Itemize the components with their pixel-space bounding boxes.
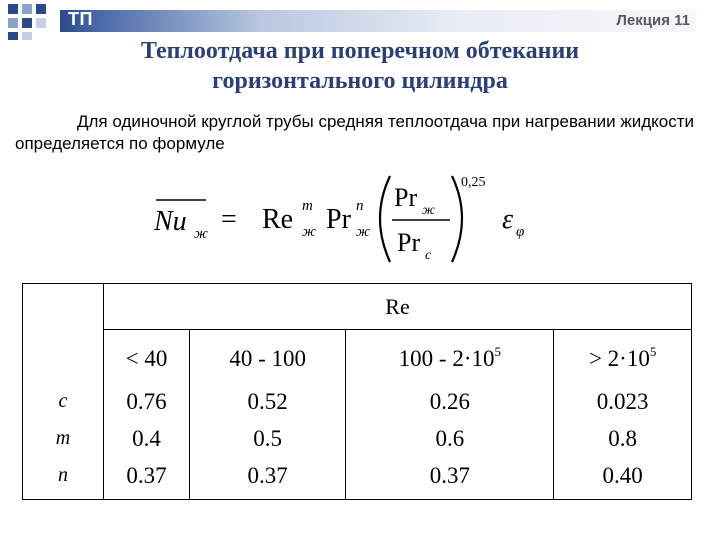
- row-label-c: c: [58, 389, 68, 412]
- re-group-header: Re: [104, 284, 692, 330]
- formula-nu: Nu: [154, 206, 187, 237]
- formula-frac-num: Pr: [394, 183, 418, 212]
- slide-title: [0, 36, 720, 96]
- formula-pr-sub: ж: [356, 224, 370, 240]
- section-tag: ТП: [68, 9, 93, 29]
- re-range-base: > 2·10: [588, 346, 650, 371]
- header-bar: [60, 10, 696, 32]
- cell-m: 0.8: [608, 426, 638, 451]
- cell-m: 0.4: [132, 426, 161, 451]
- cell-c: 0.76: [126, 389, 167, 414]
- re-range-base: 100 - 2·10: [398, 346, 495, 371]
- cell-n: 0.37: [429, 463, 470, 488]
- re-range-header: [346, 335, 553, 383]
- row-label-n: n: [58, 463, 68, 486]
- re-range-exp: 5: [494, 344, 501, 359]
- formula-eps-sub: φ: [516, 224, 525, 240]
- cell-n: 0.40: [602, 463, 643, 488]
- re-range-exp: 5: [649, 344, 657, 359]
- cell-c: 0.023: [596, 389, 649, 414]
- cell-m: 0.6: [435, 426, 465, 451]
- formula-eps: ε: [502, 204, 514, 235]
- re-range-base: < 40: [125, 346, 168, 371]
- left-paren: [380, 176, 390, 262]
- table-column: [190, 330, 346, 500]
- row-label-m: m: [55, 426, 71, 449]
- re-range-header: [554, 335, 691, 383]
- slide-logo: [0, 0, 60, 40]
- formula-pr: Pr: [326, 204, 351, 235]
- formula-nu-sub: ж: [194, 226, 208, 242]
- formula-re-sub: ж: [302, 224, 316, 240]
- formula-frac-num-sub: ж: [422, 203, 436, 218]
- re-range-header: [190, 335, 345, 383]
- slide-title-line-1: Теплоотдача при поперечном обтекании: [140, 38, 580, 64]
- cell-c: 0.26: [429, 389, 470, 414]
- cell-c: 0.52: [247, 389, 288, 414]
- re-range-header: [104, 335, 189, 383]
- coefficient-table: [22, 283, 692, 500]
- lecture-number: Лекция 11: [616, 12, 690, 29]
- re-range-base: 40 - 100: [229, 346, 307, 371]
- formula-pr-sup: n: [356, 198, 364, 214]
- formula-power: 0,25: [461, 175, 486, 190]
- formula-re-sup: m: [302, 198, 313, 214]
- formula-frac-den-sub: c: [425, 248, 432, 263]
- cell-n: 0.37: [247, 463, 288, 488]
- cell-n: 0.37: [126, 463, 167, 488]
- slide-title-line-2: горизонтального цилиндра: [212, 68, 508, 94]
- table-column: [346, 330, 554, 500]
- table-column: [554, 330, 692, 500]
- intro-paragraph: Для одиночной круглой трубы средняя теплоотдача при нагревании жидкости определяется по формуле: [15, 112, 694, 153]
- table-column: [104, 330, 190, 500]
- formula-re: Re: [262, 204, 294, 235]
- nusselt-formula: [0, 168, 720, 278]
- formula-frac-den: Pr: [397, 228, 421, 257]
- cell-m: 0.5: [253, 426, 283, 451]
- row-label-column: [23, 284, 104, 500]
- formula-equals: =: [221, 204, 237, 235]
